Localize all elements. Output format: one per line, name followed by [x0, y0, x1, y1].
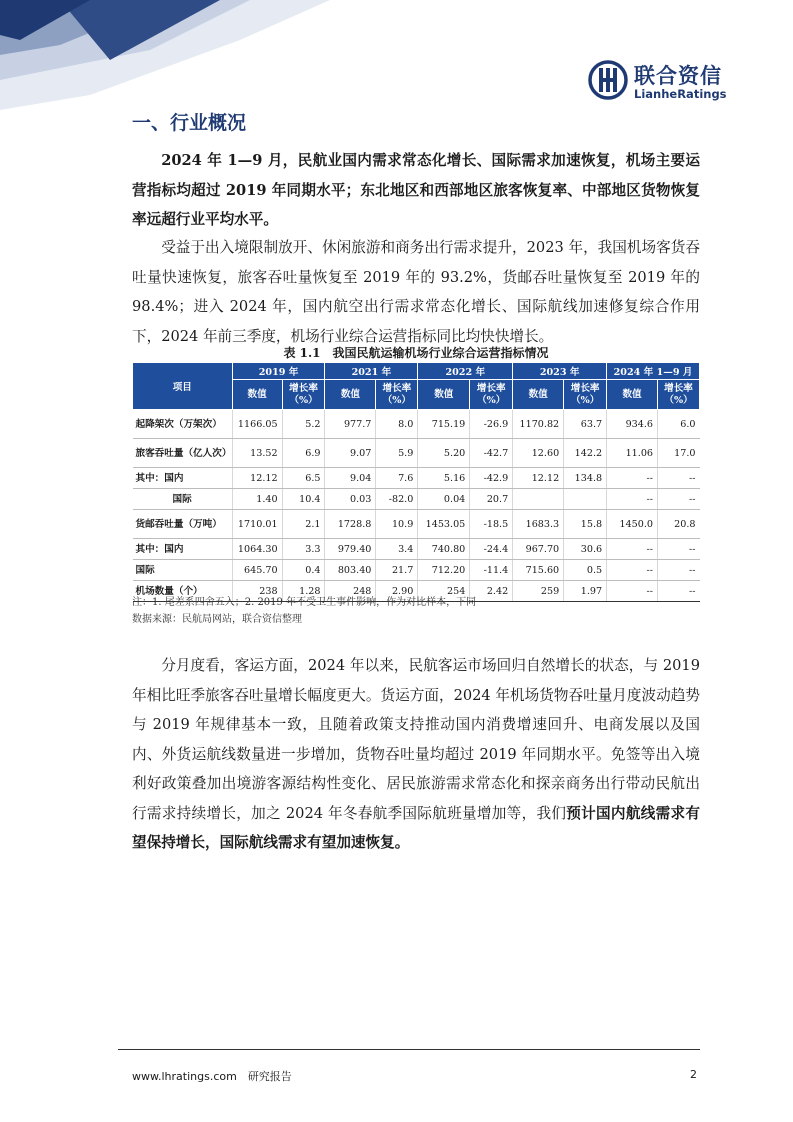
row-label: 起降架次（万架次）: [133, 410, 233, 439]
table-cell: 0.04: [418, 489, 470, 510]
table-cell: 0.4: [282, 560, 325, 581]
table-cell: 17.0: [658, 439, 700, 468]
table-cell: 30.6: [564, 539, 607, 560]
data-source: 数据来源：民航局网站，联合资信整理: [132, 614, 302, 625]
table-cell: 2.90: [376, 581, 418, 602]
paragraph-2-text: 分月度看，客运方面，2024 年以来，民航客运市场回归自然增长的状态，与 2019 年相比旺季旅客吞吐量增长幅度更大。货运方面，2024 年机场货物吞吐量月度波动趋势与 2019 年规律基本一致，且随着政策支持推动国内消费增速回升、电商发展以及国内、外货运航线数量进一步增加，货物吞吐量均超过 2019 年同期水平。免签等出入境利好政策叠加出境游客源结构性变化、居民旅游需求常态化和探亲商务出行带动民航出行需求持续增长，加之 2024 年冬春航季国际航班量增加等，我们: [132, 657, 700, 822]
brand-name-en: LianheRatings: [634, 87, 727, 101]
row-label: 国际: [133, 489, 233, 510]
table-cell: 979.40: [325, 539, 376, 560]
table-cell: 20.8: [658, 510, 700, 539]
table-cell: -42.7: [470, 439, 513, 468]
header-value: 数值: [232, 380, 282, 410]
table-cell: 6.5: [282, 468, 325, 489]
table-cell: 1166.05: [232, 410, 282, 439]
table-cell: 0.5: [564, 560, 607, 581]
table-cell: -11.4: [470, 560, 513, 581]
header-value: 数值: [607, 380, 658, 410]
footer-site-link[interactable]: www.lhratings.com: [132, 1070, 237, 1083]
header-growth: 增长率（%）: [470, 380, 513, 410]
row-label: 机场数量（个）: [133, 581, 233, 602]
table-cell: 712.20: [418, 560, 470, 581]
header-year: 2022 年: [418, 363, 513, 380]
table-cell: 9.07: [325, 439, 376, 468]
table-row: [133, 410, 700, 439]
table-cell: 1.28: [282, 581, 325, 602]
table-cell: 1.40: [232, 489, 282, 510]
table-cell: 9.04: [325, 468, 376, 489]
table-cell: 7.6: [376, 468, 418, 489]
table-cell: 1064.30: [232, 539, 282, 560]
lead-paragraph: 2024 年 1—9 月，民航业国内需求常态化增长、国际需求加速恢复，机场主要运营指标均超过 2019 年同期水平；东北地区和西部地区旅客恢复率、中部地区货物恢复率远超行业平均水平。: [132, 152, 700, 228]
operating-indicators-table: [132, 362, 700, 602]
table-cell: 6.0: [658, 410, 700, 439]
table-cell: [513, 489, 564, 510]
header-year: 2023 年: [513, 363, 607, 380]
table-cell: 3.4: [376, 539, 418, 560]
table-row: [133, 489, 700, 510]
table-cell: 803.40: [325, 560, 376, 581]
table-cell: 21.7: [376, 560, 418, 581]
table-row: [133, 439, 700, 468]
header-year: 2019 年: [232, 363, 325, 380]
brand-name-cn: 联合资信: [634, 64, 722, 88]
table-cell: 3.3: [282, 539, 325, 560]
table-cell: --: [607, 581, 658, 602]
table-cell: --: [607, 468, 658, 489]
row-label: 其中：国内: [133, 539, 233, 560]
row-label: 其中：国内: [133, 468, 233, 489]
table-cell: 1170.82: [513, 410, 564, 439]
table-cell: --: [607, 560, 658, 581]
paragraph-2: [132, 651, 700, 858]
header-growth: 增长率（%）: [282, 380, 325, 410]
row-label: 货邮吞吐量（万吨）: [133, 510, 233, 539]
header-value: 数值: [418, 380, 470, 410]
table-cell: --: [658, 560, 700, 581]
footer-divider: [118, 1049, 700, 1050]
table-cell: 10.4: [282, 489, 325, 510]
table-cell: --: [658, 489, 700, 510]
row-label: 旅客吞吐量（亿人次）: [133, 439, 233, 468]
table-cell: --: [658, 539, 700, 560]
footer-label: 研究报告: [247, 1070, 292, 1083]
table-note: 注：1. 尾差系四舍五入；2. 2019 年不受卫生事件影响，作为对比样本，下同: [132, 597, 477, 608]
table-cell: 5.2: [282, 410, 325, 439]
lianhe-logo-icon: [588, 60, 628, 100]
table-cell: 12.12: [232, 468, 282, 489]
table-cell: 8.0: [376, 410, 418, 439]
table-cell: 259: [513, 581, 564, 602]
table-cell: [564, 489, 607, 510]
table-body: [133, 410, 700, 602]
header-item: 项目: [133, 363, 233, 410]
table-notes: [132, 594, 476, 628]
table-row: [133, 468, 700, 489]
table-cell: 2.1: [282, 510, 325, 539]
page-number: 2: [690, 1068, 697, 1081]
table-cell: 740.80: [418, 539, 470, 560]
table-cell: --: [607, 489, 658, 510]
table-cell: 1.97: [564, 581, 607, 602]
brand-logo: [588, 60, 728, 104]
header-growth: 增长率（%）: [564, 380, 607, 410]
table-row: [133, 560, 700, 581]
table-cell: 134.8: [564, 468, 607, 489]
table-cell: -24.4: [470, 539, 513, 560]
table-cell: 934.6: [607, 410, 658, 439]
header-year: 2024 年 1—9 月: [607, 363, 700, 380]
table-cell: --: [658, 468, 700, 489]
table-cell: -42.9: [470, 468, 513, 489]
table-cell: 715.19: [418, 410, 470, 439]
table-row: [133, 539, 700, 560]
table-cell: --: [658, 581, 700, 602]
table-cell: 13.52: [232, 439, 282, 468]
table-cell: 977.7: [325, 410, 376, 439]
header-value: 数值: [513, 380, 564, 410]
table-cell: 645.70: [232, 560, 282, 581]
table-caption: 表 1.1 我国民航运输机场行业综合运营指标情况: [283, 346, 549, 360]
row-label: 国际: [133, 560, 233, 581]
table-cell: 2.42: [470, 581, 513, 602]
table-cell: 0.03: [325, 489, 376, 510]
table-cell: 12.12: [513, 468, 564, 489]
table-cell: -82.0: [376, 489, 418, 510]
table-cell: -18.5: [470, 510, 513, 539]
table-cell: 6.9: [282, 439, 325, 468]
header-value: 数值: [325, 380, 376, 410]
table-cell: 5.9: [376, 439, 418, 468]
table-cell: 967.70: [513, 539, 564, 560]
table-cell: 1728.8: [325, 510, 376, 539]
table-cell: 5.20: [418, 439, 470, 468]
table-row: [133, 510, 700, 539]
header-growth: 增长率（%）: [658, 380, 700, 410]
table-cell: 248: [325, 581, 376, 602]
table-cell: --: [607, 539, 658, 560]
table-cell: 5.16: [418, 468, 470, 489]
table-cell: 63.7: [564, 410, 607, 439]
header-year: 2021 年: [325, 363, 418, 380]
table-cell: 1710.01: [232, 510, 282, 539]
table-cell: -26.9: [470, 410, 513, 439]
table-cell: 1450.0: [607, 510, 658, 539]
table-cell: 11.06: [607, 439, 658, 468]
table-cell: 142.2: [564, 439, 607, 468]
table-cell: 1453.05: [418, 510, 470, 539]
paragraph-1: 受益于出入境限制放开、休闲旅游和商务出行需求提升，2023 年，我国机场客货吞吐量快速恢复，旅客吞吐量恢复至 2019 年的 93.2%，货邮吞吐量恢复至 2019 年的 98.4%；进入 2024 年，国内航空出行需求常态化增长、国际航线加速修复综合作用下，2024 年前三季度，机场行业综合运营指标同比均快快增长。: [132, 239, 700, 345]
table-cell: 20.7: [470, 489, 513, 510]
table-cell: 1683.3: [513, 510, 564, 539]
table-cell: 715.60: [513, 560, 564, 581]
table-cell: 238: [232, 581, 282, 602]
table-cell: 10.9: [376, 510, 418, 539]
footer-left: [132, 1068, 292, 1084]
table-cell: 15.8: [564, 510, 607, 539]
table-cell: 254: [418, 581, 470, 602]
table-cell: 12.60: [513, 439, 564, 468]
paragraph-2-conclusion: 预计国内航线需求有望保持增长，国际航线需求有望加速恢复。: [132, 804, 700, 851]
header-growth: 增长率（%）: [376, 380, 418, 410]
section-title: 一、行业概况: [132, 112, 247, 134]
